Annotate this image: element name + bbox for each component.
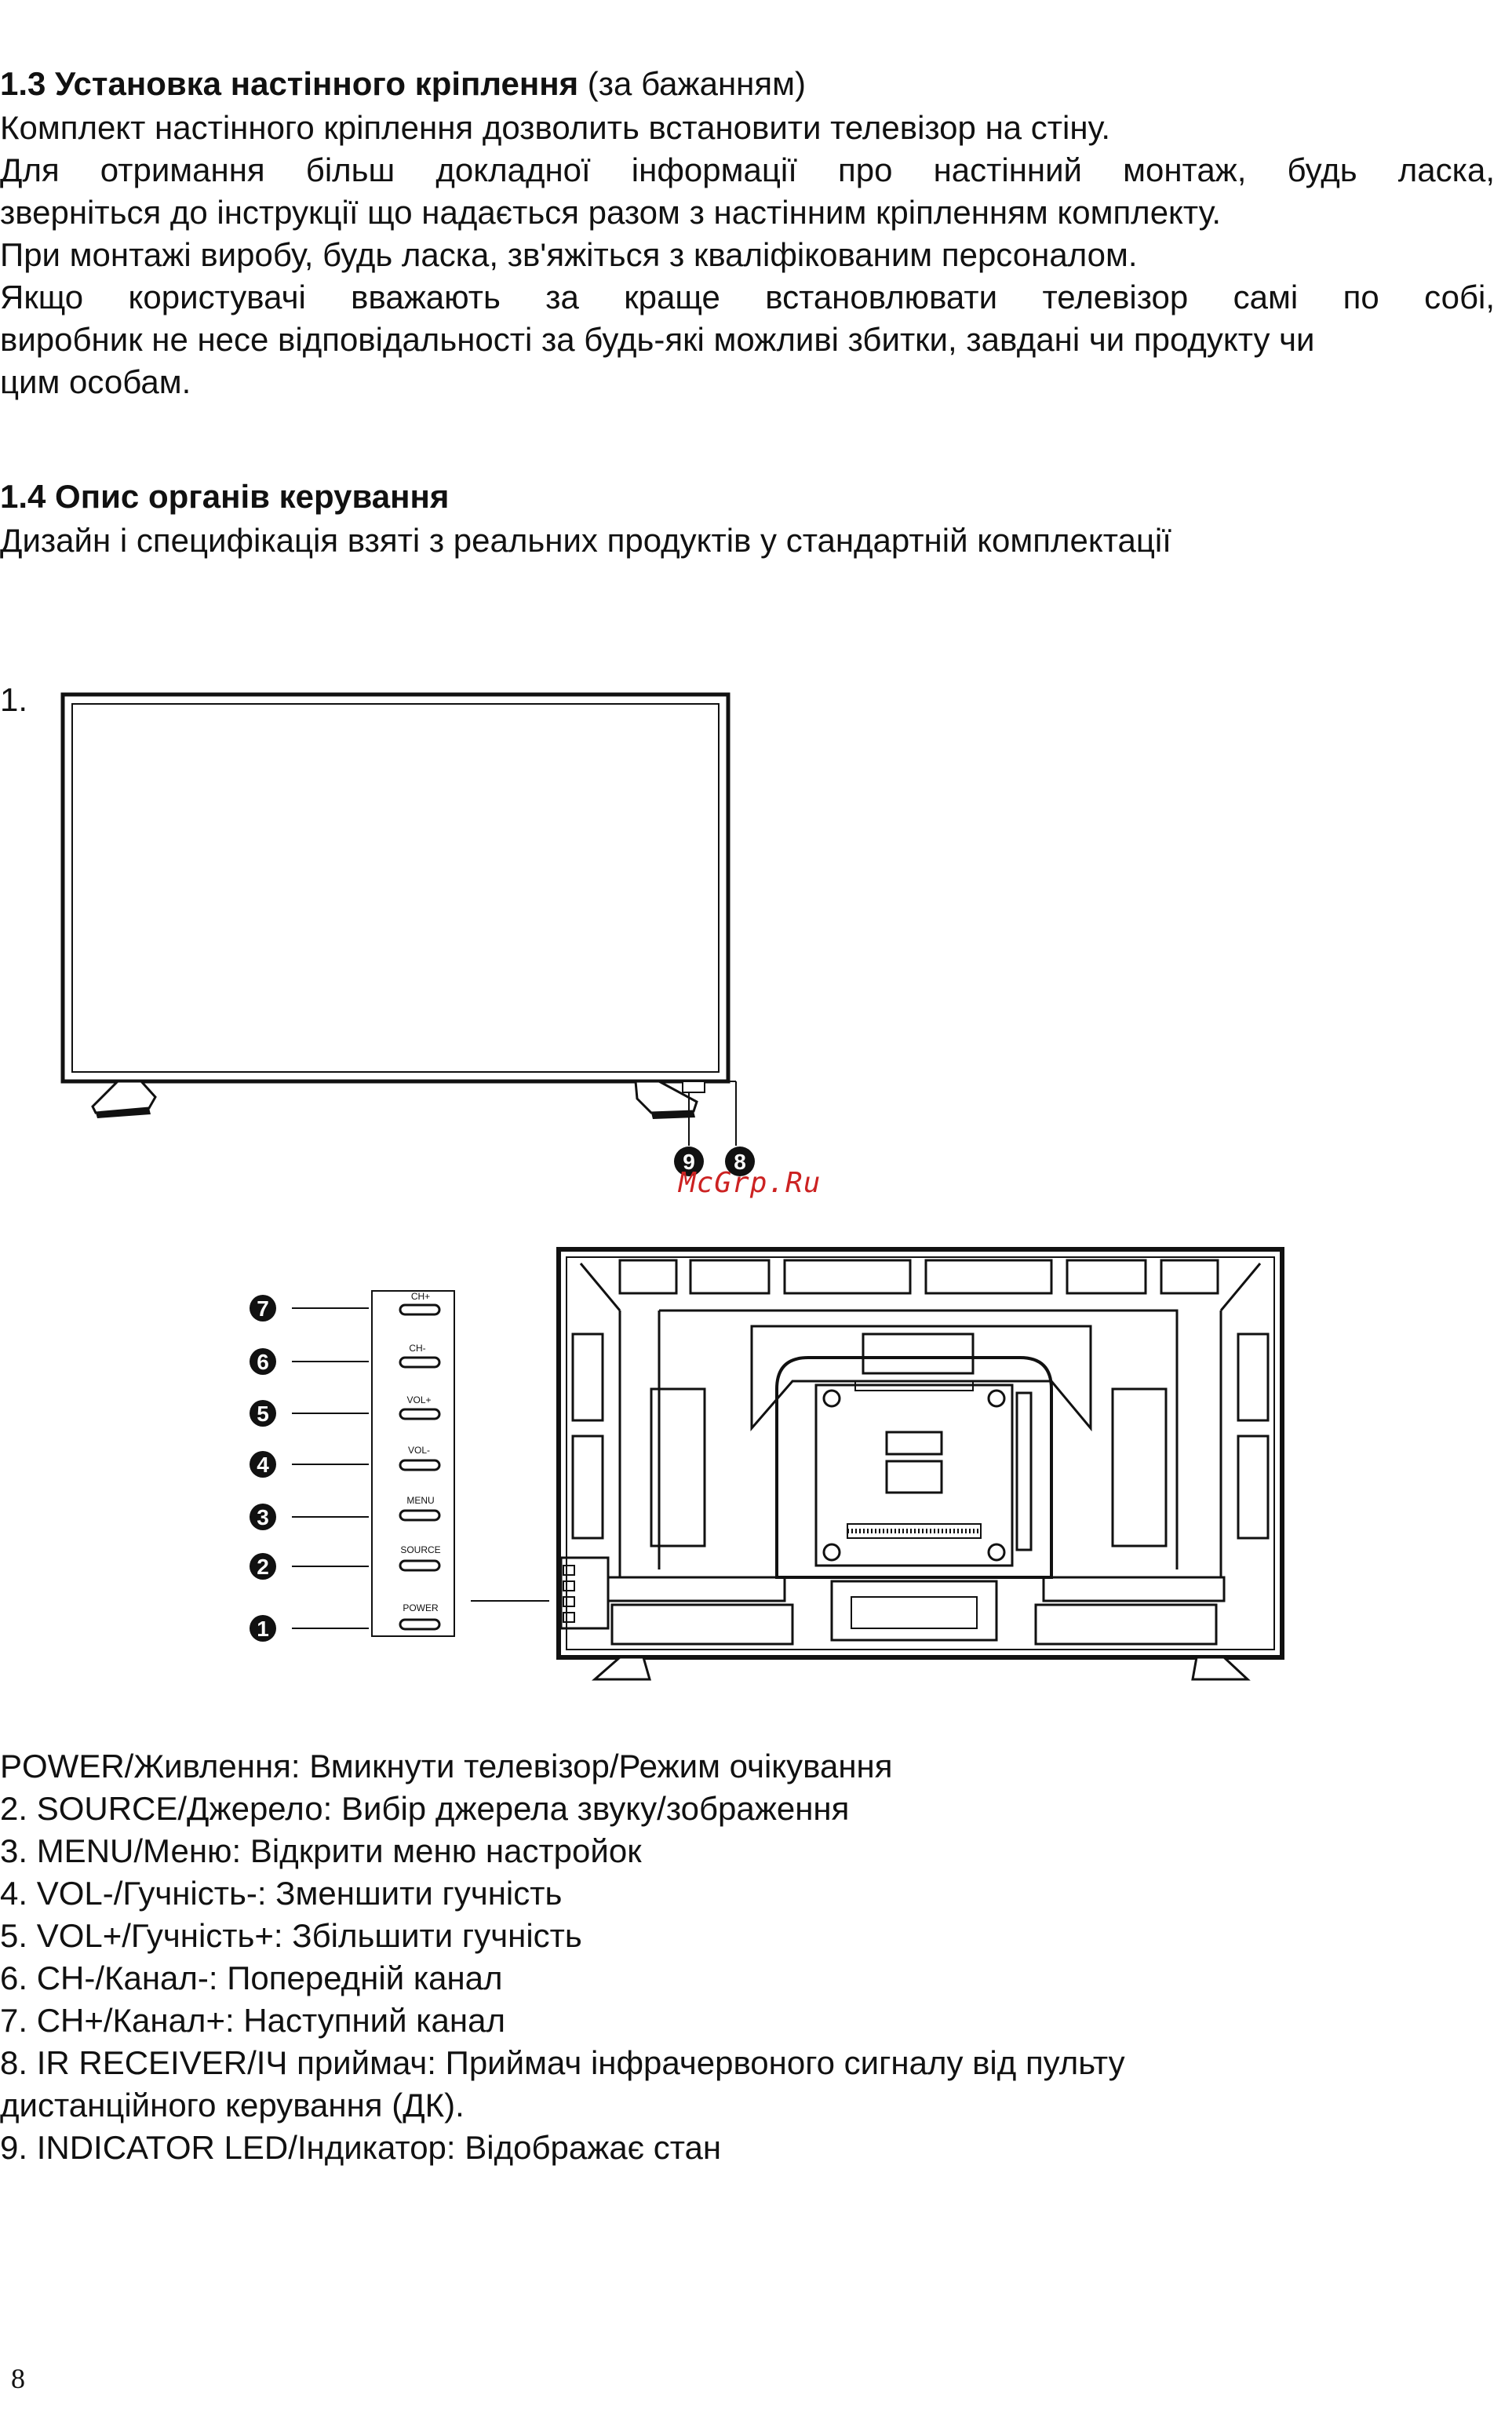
badge-8-label: 8 (734, 1150, 746, 1174)
badge-6-label: 6 (257, 1350, 269, 1374)
badge-5-label: 5 (257, 1402, 269, 1426)
button-label: SOURCE (400, 1544, 441, 1555)
description-item: 8. IR RECEIVER/ІЧ приймач: Приймач інфрачервоного сигналу від пульту (0, 2044, 1125, 2081)
badge-9-label: 9 (683, 1150, 695, 1174)
section-1-4-heading: 1.4 Опис органів керування (0, 478, 450, 515)
section-1-3-line: Для отримання більш докладної інформації про настінний монтаж, будь ласка, (0, 151, 1495, 188)
description-item: POWER/Живлення: Вмикнути телевізор/Режим очікування (0, 1748, 893, 1784)
section-1-3-heading-note: (за бажанням) (578, 65, 806, 102)
button-label: VOL- (407, 1445, 431, 1456)
section-1-3-line: Комплект настінного кріплення дозволить встановити телевізор на стіну. (0, 109, 1111, 146)
button-label: CH- (409, 1343, 426, 1354)
section-1-3-line: При монтажі виробу, будь ласка, зв'яжіться з кваліфікованим персоналом. (0, 236, 1138, 273)
button-label: VOL+ (406, 1394, 432, 1405)
description-item: 4. VOL-/Гучність-: Зменшити гучність (0, 1875, 563, 1912)
watermark-text: McGrp.Ru (679, 1167, 822, 1199)
section-1-3-line: зверніться до інструкції що надається разом з настінним кріпленням комплекту. (0, 194, 1222, 231)
badge-3-label: 3 (257, 1505, 269, 1529)
section-1-3-line: виробник не несе відповідальності за будь-які можливі збитки, завдані чи продукту чи (0, 321, 1315, 358)
description-item: 9. INDICATOR LED/Індикатор: Відображає стан (0, 2129, 722, 2166)
section-1-3-heading-bold: 1.3 Установка настінного кріплення (0, 65, 579, 102)
description-item: 6. CH-/Канал-: Попередній канал (0, 1959, 503, 1996)
description-item: 2. SOURCE/Джерело: Вибір джерела звуку/зображення (0, 1790, 850, 1827)
badge-2-label: 2 (257, 1555, 269, 1579)
description-item: дистанційного керування (ДК). (0, 2087, 465, 2124)
tv-back-view (559, 1249, 1282, 1679)
description-item: 7. CH+/Канал+: Наступний канал (0, 2002, 505, 2039)
description-item: 5. VOL+/Гучність+: Збільшити гучність (0, 1917, 582, 1954)
description-item: 3. MENU/Меню: Відкрити меню настройок (0, 1832, 642, 1869)
button-label: MENU (406, 1495, 435, 1506)
button-label: CH+ (410, 1291, 431, 1302)
badge-7-label: 7 (257, 1296, 269, 1321)
tv-front-view (63, 694, 755, 1176)
button-panel (250, 1291, 549, 1642)
section-1-4-subtitle: Дизайн і специфікація взяті з реальних продуктів у стандартній комплектації (0, 522, 1171, 559)
page-number: 8 (11, 2363, 25, 2394)
badge-4-label: 4 (257, 1453, 269, 1477)
figure-number: 1. (0, 681, 28, 718)
section-1-3-line: цим особам. (0, 363, 191, 400)
badge-1-label: 1 (257, 1617, 269, 1641)
button-label: POWER (403, 1602, 439, 1613)
section-1-3-line: Якщо користувачі вважають за краще встановлювати телевізор самі по собі, (0, 279, 1495, 315)
